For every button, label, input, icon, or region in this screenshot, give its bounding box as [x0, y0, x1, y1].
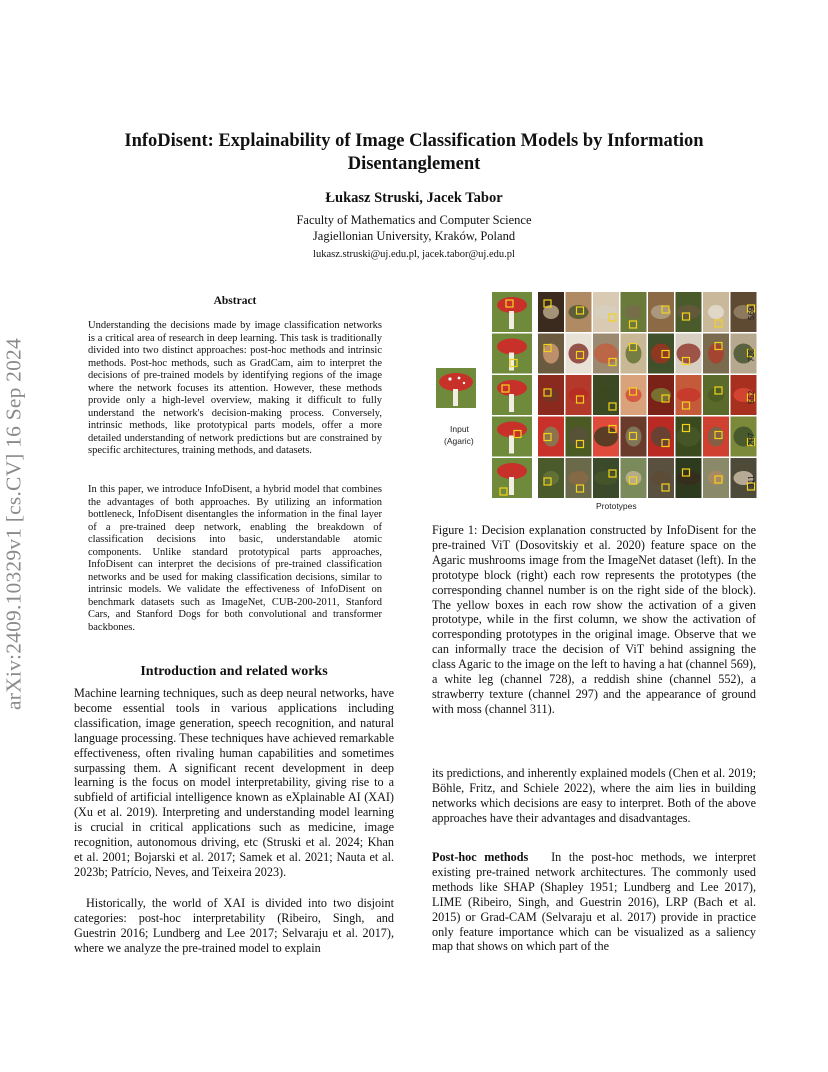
- posthoc-paragraph: [432, 850, 756, 954]
- affiliation-line-1: Faculty of Mathematics and Computer Science: [296, 213, 532, 227]
- mushroom-stem: [509, 394, 514, 412]
- prototype-subject: [677, 344, 701, 364]
- mushroom-cap: [497, 422, 527, 438]
- author-emails: lukasz.struski@uj.edu.pl, jacek.tabor@uj.edu.pl: [313, 249, 515, 260]
- figure-1-image: [430, 290, 760, 512]
- prototype-subject: [594, 305, 618, 319]
- prototype-subject: [651, 471, 671, 485]
- abstract-heading: Abstract: [213, 295, 257, 307]
- input-label: Input: [450, 424, 469, 434]
- mushroom-cap: [497, 339, 527, 355]
- affiliation-line-2: Jagiellonian University, Kraków, Poland: [312, 229, 516, 243]
- prototype-subject: [677, 471, 701, 485]
- channel-label-569: 569: [747, 306, 756, 320]
- mushroom-cap: [497, 297, 527, 313]
- prototype-subject: [569, 427, 589, 447]
- arxiv-id-text: arXiv:2409.10329v1 [cs.CV] 16 Sep 2024: [1, 338, 26, 710]
- prototype-subject: [708, 305, 724, 319]
- prototype-subject: [677, 427, 701, 447]
- prototype-subject: [651, 427, 671, 447]
- channel-label-728: 728: [747, 348, 756, 362]
- mushroom-stem: [509, 311, 514, 329]
- posthoc-body: In the post-hoc methods, we interpret existing pre-trained network architectures. The commonly used methods like SHAP (Shapley 1951; Lundberg and Lee 2017), LIME (Ribeiro, Singh, and Guestrin 2016), LRP (Bach et al. 2015) or Grad-CAM (Selvaraju et al. 2017) provide in practice only feature importance which can be visualized as a saliency map that shows on which part of the: [432, 850, 756, 954]
- prototype-subject: [569, 388, 589, 402]
- prototype-subject: [626, 305, 642, 319]
- prototype-subject: [594, 388, 618, 402]
- prototype-subject: [594, 427, 618, 447]
- channel-label-552: 552: [747, 390, 756, 404]
- intro-paragraph-2: Historically, the world of XAI is divided into two disjoint categories: post-hoc interpretability (Ribeiro, Singh, and Guestrin 2016; Lundberg and Lee 2017; Selvaraju et al. 2017), where we analyze the pre-trained model to explain: [74, 896, 394, 955]
- prototype-subject: [626, 471, 642, 485]
- abstract-paragraph-2: In this paper, we introduce InfoDisent, a hybrid model that combines the advantages of both approaches. By utilizing an information bottleneck, InfoDisent disentangles the information in the final layer of a pre-trained deep network, enabling the breakdown of classification decisions into basic, understandable atomic components. Unlike standard prototypical parts approaches, InfoDisent can interpret the decisions of pre-trained classification networks and be used for making classification decisions, similar to intrinsic models. We validate the effectiveness of InfoDisent on benchmark datasets such as ImageNet, CUB-200-2011, Stanford Cars, and Stanford Dogs for both convolutional and transformer backbones.: [88, 484, 382, 633]
- channel-label-311: 311: [747, 475, 756, 488]
- abstract-paragraph-1: Understanding the decisions made by image classification networks is a critical area of research in deep learning. This task is traditionally divided into two distinct approaches: post-hoc methods and intrinsic methods. Post-hoc methods, such as GradCam, aim to interpret the decisions of pre-trained models by identifying regions of the image where the network focuses its attention. However, these methods provide only a high-level overview, making it difficult to fully understand the network's decision-making process. Conversely, intrinsic methods, like prototypical parts models, offer a more detailed understanding of network predictions but are constrained by specific architectures, training methods, and datasets.: [88, 320, 382, 456]
- channel-label-297: 297: [747, 432, 756, 446]
- prototype-subject: [651, 305, 671, 319]
- first-column-activations: [492, 292, 532, 498]
- prototype-subject: [651, 344, 671, 364]
- section-heading-introduction: Introduction and related works: [140, 664, 328, 679]
- mushroom-cap: [497, 463, 527, 479]
- prototype-subject: [677, 305, 701, 319]
- mushroom-stem: [509, 436, 514, 454]
- figure-1-caption: Figure 1: Decision explanation constructed by InfoDisent for the pre-trained ViT (Dosovitskiy et al. 2020) feature space on the Agaric mushrooms image from the ImageNet dataset (left). In the prototype block (right) each row represents the prototypes (the corresponding channel number is on the right side of the block). The yellow boxes in each row show the activation of a given prototype, while in the first column, we show the activation of corresponding prototypes in the original image. Observe that we can informally trace the decision of ViT behind assigning the class Agaric to the image on the left to having a hat (channel 569), a white leg (channel 728), a reddish shine (channel 552), a strawberry texture (channel 297) and the appearance of ground with moss (channel 311).: [432, 523, 756, 716]
- prototype-subject: [594, 471, 618, 485]
- affiliation: [80, 212, 748, 244]
- posthoc-heading: Post-hoc methods: [432, 850, 529, 864]
- prototype-subject: [569, 344, 589, 364]
- input-agaric-image: [436, 368, 476, 408]
- mushroom-stem: [509, 477, 514, 495]
- figure-1: [430, 290, 760, 512]
- paper-title: InfoDisent: Explainability of Image Classification Models by Information Disentanglement: [124, 131, 704, 174]
- prototype-subject: [626, 427, 642, 447]
- input-class-label: (Agaric): [444, 436, 474, 446]
- authors: Łukasz Struski, Jacek Tabor: [325, 190, 503, 206]
- prototype-subject: [677, 388, 701, 402]
- prototype-subject: [626, 344, 642, 364]
- intro-paragraph-1: Machine learning techniques, such as deep neural networks, have become essential tools in various applications including classification, image generation, speech recognition, and natural language processing. These techniques have achieved remarkable effectiveness, often rivaling human capabilities and sometimes surpassing them. A significant recent development in deep learning is the focus on model interpretability, giving rise to a subfield of artificial intelligence known as eXplainable AI (XAI) (Xu et al. 2019). Interpreting and understanding model learning is crucial in critical applications such as medicine, image recognition, autonomous driving, etc (Struski et al. 2024; Khan et al. 2001; Bojarski et al. 2017; Samek et al. 2021; Nauta et al. 2023b; Patrício, Neves, and Teixeira 2023).: [74, 686, 394, 879]
- prototypes-label: Prototypes: [596, 501, 637, 511]
- prototype-subject: [594, 344, 618, 364]
- prototype-subject: [569, 471, 589, 485]
- prototype-grid: [538, 292, 757, 498]
- right-column-paragraph-1: its predictions, and inherently explained models (Chen et al. 2019; Böhle, Fritz, and Schiele 2022), where the aim lies in building networks which decisions are easy to interpret. Both of the above approaches have their advantages and disadvantages.: [432, 766, 756, 825]
